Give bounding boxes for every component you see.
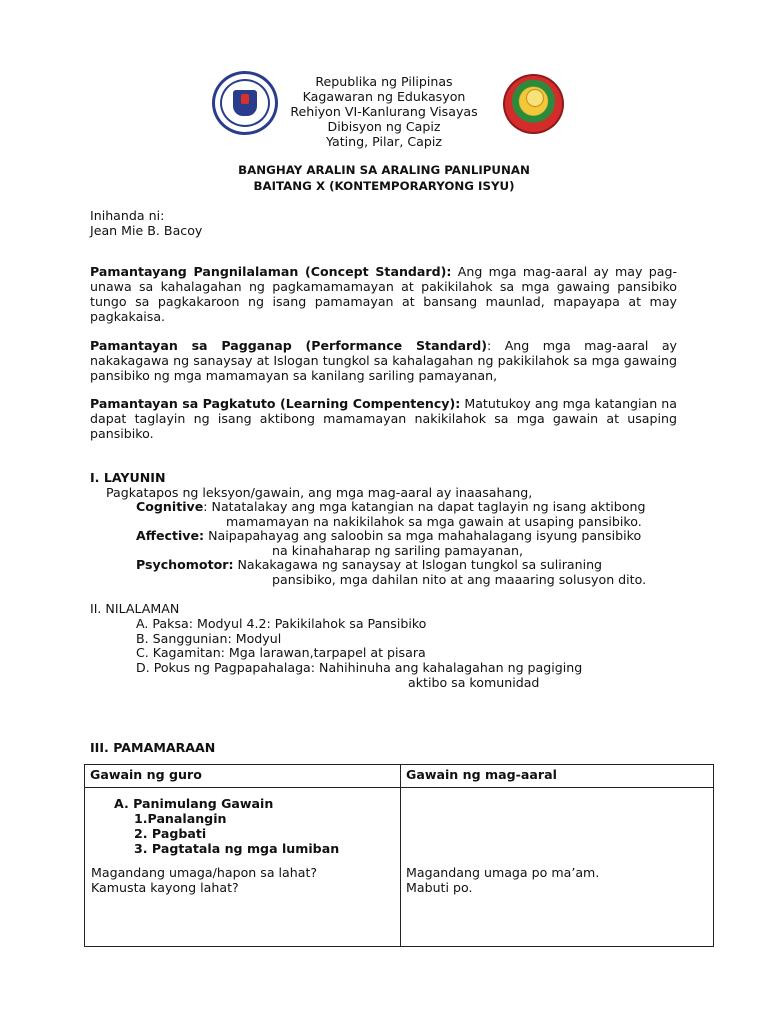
teacher-question: Kamusta kayong lahat? bbox=[91, 880, 239, 895]
prepared-by-label: Inihanda ni: bbox=[90, 208, 165, 223]
header-line-republic: Republika ng Pilipinas bbox=[315, 74, 453, 89]
pamamaraan-heading: III. PAMAMARAAN bbox=[90, 740, 216, 755]
teacher-column-header bbox=[85, 765, 401, 788]
author-name: Jean Mie B. Bacoy bbox=[90, 223, 203, 238]
step-pagbati: 2. Pagbati bbox=[134, 826, 207, 841]
nilalaman-heading: II. NILALAMAN bbox=[90, 601, 180, 616]
layunin-heading: I. LAYUNIN bbox=[90, 470, 166, 485]
cognitive-text: : Natatalakay ang mga katangian na dapat taglayin ng isang aktibong bbox=[203, 499, 646, 514]
document-title: BANGHAY ARALIN SA ARALING PANLIPUNAN bbox=[238, 163, 530, 177]
performance-standard-label: Pamantayan sa Pagganap (Performance Standard) bbox=[90, 338, 488, 353]
student-column-label: Gawain ng mag-aaral bbox=[406, 767, 557, 782]
learning-competency-text: Matutukoy ang mga katangian na dapat taglayin ng isang aktibong mamamayan nakikilahok sa mga gawain at usaping pansibiko. bbox=[90, 396, 677, 441]
psychomotor-text: Nakakagawa ng sanaysay at Islogan tungkol sa suliraning bbox=[233, 557, 603, 572]
affective-label: Affective: bbox=[136, 528, 205, 543]
concept-standard-text: Ang mga mag-aaral ay may pag-unawa sa kahalagahan ng pagkamamamayan at pakikilahok sa mga gawaing pansibiko tungo sa pagkakaroon ng isang pamamayan at bansang maunlad, mapayapa at may pagkakaisa. bbox=[90, 264, 677, 324]
table-header-row bbox=[85, 765, 714, 788]
table-row bbox=[85, 788, 714, 947]
cognitive-text-cont: mamamayan na nakikilahok sa mga gawain at usaping pansibiko. bbox=[226, 514, 642, 529]
pamamaraan-table bbox=[84, 764, 714, 947]
concept-standard-label: Pamantayang Pangnilalaman (Concept Standard): bbox=[90, 264, 452, 279]
student-answer: Mabuti po. bbox=[406, 880, 473, 895]
section-a-title: A. Panimulang Gawain bbox=[114, 796, 274, 811]
performance-standard-text: : Ang mga mag-aaral ay nakakagawa ng sanaysay at Islogan tungkol sa kahalagahan ng pakikilahok sa mga gawaing pansibiko ng mga mamamayan sa kanilang sariling pamayanan, bbox=[90, 338, 677, 383]
learning-competency bbox=[90, 396, 677, 441]
teacher-activity-cell bbox=[85, 788, 401, 947]
header-line-department: Kagawaran ng Edukasyon bbox=[302, 89, 466, 104]
teacher-column-label: Gawain ng guro bbox=[90, 767, 202, 782]
psychomotor-objective bbox=[136, 557, 602, 572]
nilalaman-item-kagamitan: C. Kagamitan: Mga larawan,tarpapel at pisara bbox=[136, 645, 426, 660]
document-subtitle: BAITANG X (KONTEMPORARYONG ISYU) bbox=[253, 179, 515, 193]
affective-objective bbox=[136, 528, 641, 543]
header-line-address: Yating, Pilar, Capiz bbox=[326, 134, 442, 149]
nilalaman-item-sanggunian: B. Sanggunian: Modyul bbox=[136, 631, 282, 646]
student-activity-cell bbox=[401, 788, 714, 947]
header-line-division: Dibisyon ng Capiz bbox=[327, 119, 441, 134]
step-pagtatala: 3. Pagtatala ng mga lumiban bbox=[134, 841, 340, 856]
nilalaman-item-pokus: D. Pokus ng Pagpapahalaga: Nahihinuha ang kahalagahan ng pagiging bbox=[136, 660, 583, 675]
step-panalangin: 1.Panalangin bbox=[134, 811, 227, 826]
teacher-greeting: Magandang umaga/hapon sa lahat? bbox=[91, 865, 318, 880]
student-column-header bbox=[401, 765, 714, 788]
student-greeting: Magandang umaga po ma’am. bbox=[406, 865, 600, 880]
concept-standard bbox=[90, 264, 677, 324]
nilalaman-item-pokus-cont: aktibo sa komunidad bbox=[408, 675, 540, 690]
affective-text: Naipapahayag ang saloobin sa mga mahahalagang isyung pansibiko bbox=[204, 528, 642, 543]
learning-competency-label: Pamantayan sa Pagkatuto (Learning Compentency): bbox=[90, 396, 461, 411]
performance-standard bbox=[90, 338, 677, 383]
affective-text-cont: na kinahaharap ng sariling pamayanan, bbox=[272, 543, 523, 558]
header-line-region: Rehiyon VI-Kanlurang Visayas bbox=[290, 104, 478, 119]
cognitive-objective bbox=[136, 499, 645, 514]
nilalaman-item-paksa: A. Paksa: Modyul 4.2: Pakikilahok sa Pansibiko bbox=[136, 616, 427, 631]
layunin-intro: Pagkatapos ng leksyon/gawain, ang mga mag-aaral ay inaasahang, bbox=[106, 485, 533, 500]
psychomotor-label: Psychomotor: bbox=[136, 557, 234, 572]
cognitive-label: Cognitive bbox=[136, 499, 204, 514]
psychomotor-text-cont: pansibiko, mga dahilan nito at ang maaaring solusyon dito. bbox=[272, 572, 647, 587]
